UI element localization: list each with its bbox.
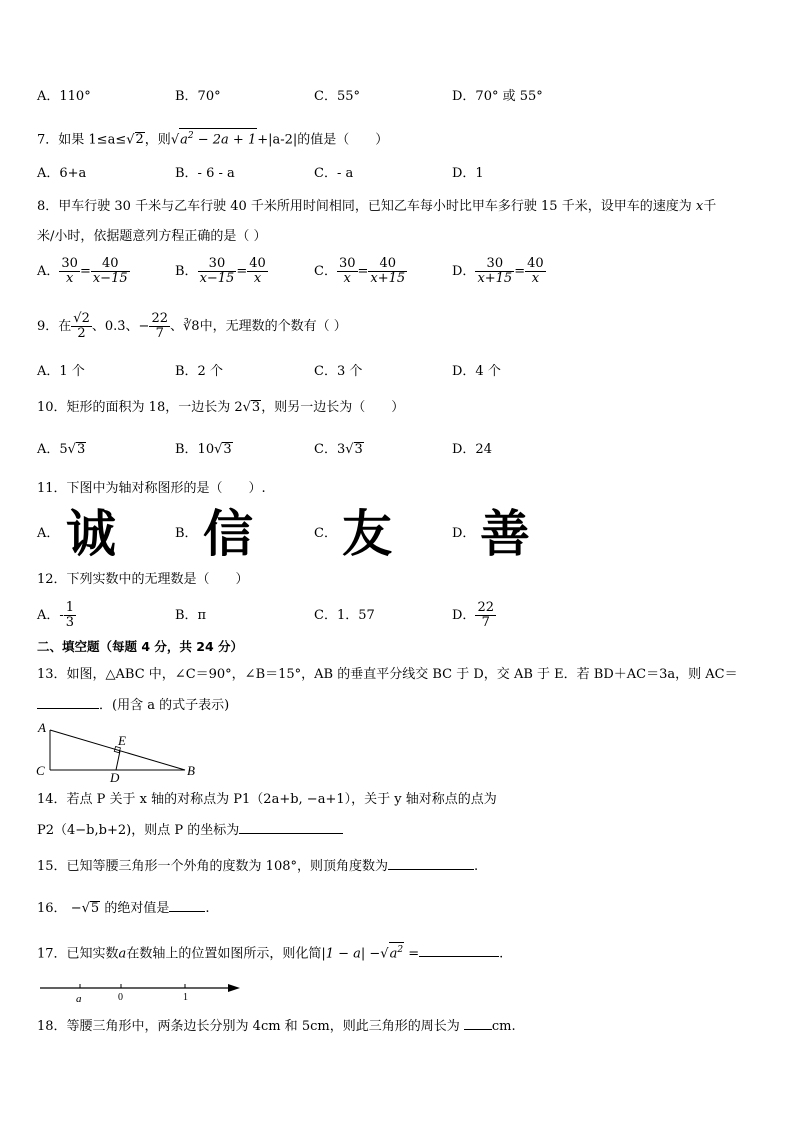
- q11-option-b-label: B．: [175, 526, 198, 541]
- q12-option-c: C．1．57: [314, 608, 375, 623]
- q10-stem: 10．矩形的面积为 18，一边长为 2√3，则另一边长为（ ）: [37, 400, 405, 415]
- q18-stem: 18．等腰三角形中，两条边长分别为 4cm 和 5cm，则此三角形的周长为 cm.: [37, 1019, 516, 1034]
- q11-option-c-label: C．: [314, 526, 337, 541]
- q14-stem-line2: P2（4−b,b+2)，则点 P 的坐标为: [37, 822, 343, 840]
- q11-option-a-label: A．: [37, 526, 60, 541]
- q17-answer-blank: [419, 956, 499, 957]
- q11-char-xin: 信: [203, 505, 253, 563]
- axis-label-one: 1: [183, 992, 188, 1003]
- q16-answer-blank: [169, 911, 205, 912]
- q14-stem-line1: 14．若点 P 关于 x 轴的对称点为 P1（2a+b, −a+1），关于 y 轴对称点的点为: [37, 792, 497, 807]
- q13-stem-line1: 13．如图，△ABC 中，∠C＝90°，∠B＝15°，AB 的垂直平分线交 BC 于 D，交 AB 于 E．若 BD＋AC＝3a，则 AC＝: [37, 667, 738, 682]
- q7-sqrt2: 2: [135, 132, 144, 148]
- number-line-arrow-icon: [228, 984, 240, 992]
- q7-stem: 7．如果 1≤a≤√2，则$√a^2 - 2a + 1+|a-2|$的值是（ ）: [37, 128, 388, 149]
- q7-option-c: C．- a: [314, 166, 354, 181]
- q9-option-c: C．3 个: [314, 364, 363, 379]
- q11-option-d-label: D．: [452, 526, 476, 541]
- label-e: E: [118, 733, 126, 748]
- q9-fraction-sqrt2-over-2: $\frac{√2}{2}$: [73, 311, 90, 341]
- q10-option-c: C．3√3: [314, 442, 363, 457]
- q9-option-a: A．1 个: [37, 364, 85, 379]
- q10-option-b: B．10√3: [175, 442, 232, 457]
- q10-option-a: A．5√3: [37, 442, 86, 457]
- q7-option-b: B．- 6 - a: [175, 166, 235, 181]
- axis-label-a: a: [76, 993, 82, 1004]
- q12-option-d: D． $\frac{22}{7}$: [452, 600, 494, 630]
- q15-answer-blank: [388, 869, 474, 870]
- label-b: B: [187, 763, 195, 778]
- q7-option-a: A．6+a: [37, 166, 87, 181]
- label-c: C: [36, 763, 45, 778]
- q6-option-a: A．110°: [37, 89, 91, 104]
- q7-radicand: $a^2 - 2a + 1$: [179, 128, 257, 147]
- q9-cube-root: ∛8: [183, 319, 200, 334]
- axis-label-zero: 0: [118, 992, 123, 1003]
- q13-stem-line2: ．(用含 a 的式子表示): [37, 697, 229, 715]
- q15-stem: 15．已知等腰三角形一个外角的度数为 108°，则顶角度数为 .: [37, 859, 479, 874]
- q9-stem: 9．在 $\frac{√2}{2}$ 、0.3̇、− $\frac{22}{7}$ 、∛8中，无理数的个数有（ ）: [37, 311, 347, 341]
- q18-answer-blank: [464, 1029, 492, 1030]
- q9-option-b: B．2 个: [175, 364, 223, 379]
- q11-char-cheng: 诚: [66, 505, 116, 563]
- q6-option-b: B．70°: [175, 89, 221, 104]
- q9-repeating-decimal: 0.3̇: [104, 319, 126, 334]
- q14-answer-blank: [239, 833, 343, 834]
- q11-char-you: 友: [342, 505, 392, 563]
- q7-option-d: D．1: [452, 166, 484, 181]
- q10-option-d: D．24: [452, 442, 492, 457]
- section-title-fill-in: 二、填空题（每题 4 分，共 24 分）: [37, 639, 244, 654]
- q6-option-d: D．70° 或 55°: [452, 89, 543, 104]
- q6-option-c: C．55°: [314, 89, 360, 104]
- q12-option-b: B．π: [175, 608, 207, 623]
- q8-option-c: C． $\frac{30}{x}$ = $\frac{40}{x+15}$: [314, 256, 406, 286]
- q12-option-a: A．- $\frac{1}{3}$: [37, 600, 75, 630]
- q13-answer-blank: [37, 708, 99, 709]
- q12-stem: 12．下列实数中的无理数是（ ）: [37, 572, 249, 587]
- q11-stem: 11．下图中为轴对称图形的是（ ）.: [37, 481, 266, 496]
- q17-stem: 17．已知实数a在数轴上的位置如图所示，则化简$|1 - a| -√a^2$ = .: [37, 942, 503, 963]
- q9-fraction-22-over-7: $\frac{22}{7}$: [151, 311, 168, 341]
- q16-stem: 16． −√5 的绝对值是 .: [37, 901, 210, 916]
- q11-char-shan: 善: [480, 505, 530, 563]
- q8-stem-line2: 米/小时，依据题意列方程正确的是（ ）: [37, 229, 267, 244]
- q8-option-d: D． $\frac{30}{x+15}$ = $\frac{40}{x}$: [452, 256, 544, 286]
- q17-number-line: [36, 978, 246, 1004]
- q8-option-a: A． $\frac{30}{x}$ = $\frac{40}{x-15}$: [37, 256, 128, 286]
- q8-stem-line1: 8．甲车行驶 30 千米与乙车行驶 40 千米所用时间相同，已知乙车每小时比甲车多行驶 15 千米，设甲车的速度为 x千: [37, 199, 717, 214]
- q8-option-b: B． $\frac{30}{x-15}$ = $\frac{40}{x}$: [175, 256, 266, 286]
- q13-triangle-figure: [30, 718, 210, 784]
- label-a: A: [38, 720, 46, 735]
- q9-option-d: D．4 个: [452, 364, 501, 379]
- label-d: D: [110, 770, 120, 784]
